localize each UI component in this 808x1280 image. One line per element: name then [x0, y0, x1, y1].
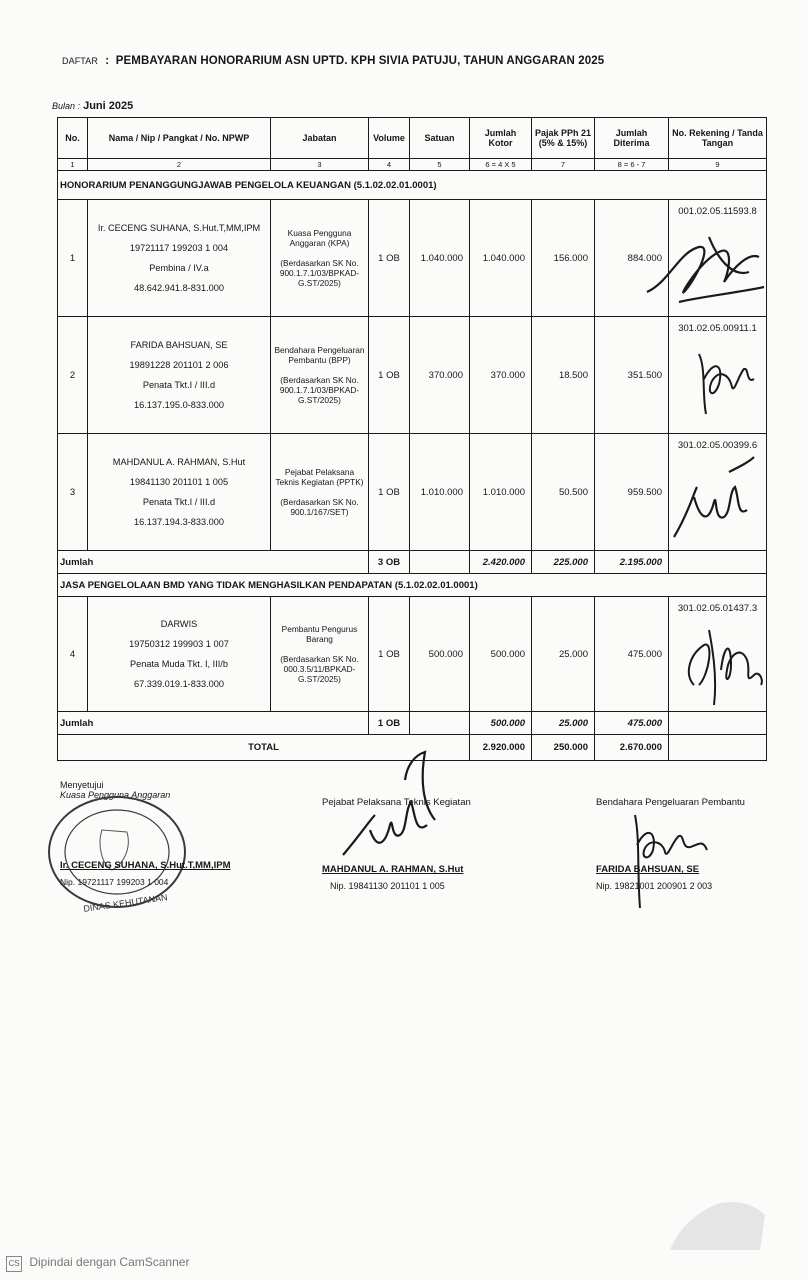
row-no: 3 [58, 434, 88, 551]
pajak: 18.500 [532, 317, 595, 434]
approver-nip: Nip. 19721117 199203 1 004 [60, 877, 169, 887]
sum-label: Jumlah [58, 551, 369, 574]
sk-reference: (Berdasarkan SK No. 900.1/167/SET) [280, 497, 359, 517]
total-pajak: 250.000 [532, 735, 595, 761]
approver-name [60, 860, 230, 871]
volume: 1 OB [369, 597, 410, 712]
employee-npwp: 67.339.019.1-833.000 [134, 678, 224, 689]
employee-pangkat: Pembina / IV.a [149, 262, 209, 273]
pptk-nip: Nip. 19841130 201101 1 005 [330, 881, 445, 891]
employee-npwp: 48.642.941.8-831.000 [134, 282, 224, 293]
camscanner-logo-icon: CS [6, 1256, 22, 1272]
satuan: 1.040.000 [410, 200, 470, 317]
section1-sum-row [58, 551, 767, 574]
jumlah-kotor: 500.000 [470, 597, 532, 712]
sum-kotor: 500.000 [470, 712, 532, 735]
employee-pangkat: Penata Tkt.I / III.d [142, 379, 216, 390]
header-rekening: No. Rekening / Tanda Tangan [669, 118, 767, 159]
sum-rekening [669, 551, 767, 574]
row-no: 2 [58, 317, 88, 434]
payment-table [57, 117, 767, 761]
official-stamp-icon [42, 790, 192, 915]
employee-info [88, 434, 271, 551]
pptk-name [322, 864, 463, 875]
table-row [58, 200, 767, 317]
scanner-watermark-icon [660, 1195, 770, 1255]
employee-name: FARIDA BAHSUAN, SE [130, 339, 228, 350]
employee-name: Ir. CECENG SUHANA, S.Hut.T,MM,IPM [97, 222, 261, 233]
jumlah-kotor: 1.040.000 [470, 200, 532, 317]
satuan: 1.010.000 [410, 434, 470, 551]
pajak: 156.000 [532, 200, 595, 317]
colnum: 7 [532, 159, 595, 171]
sum-satuan [410, 551, 470, 574]
rekening-cell [669, 434, 767, 551]
jumlah-diterima: 959.500 [595, 434, 669, 551]
total-rekening [669, 735, 767, 761]
sk-reference: (Berdasarkan SK No. 900.1.7.1/03/BPKAD-G.ST/2025) [279, 258, 360, 288]
bpp-title: Bendahara Pengeluaran Pembantu [596, 797, 745, 808]
title-colon: : [105, 55, 110, 67]
signature-icon [669, 615, 767, 715]
employee-name: MAHDANUL A. RAHMAN, S.Hut [112, 456, 246, 467]
employee-info [88, 317, 271, 434]
total-label: TOTAL [58, 735, 470, 761]
employee-nip: 19750312 199903 1 007 [129, 638, 229, 649]
rekening-cell [669, 597, 767, 712]
sum-rekening [669, 712, 767, 735]
satuan: 370.000 [410, 317, 470, 434]
pajak: 50.500 [532, 434, 595, 551]
header-row [58, 118, 767, 159]
colnum: 3 [271, 159, 369, 171]
section1-title-row [58, 171, 767, 200]
pajak: 25.000 [532, 597, 595, 712]
sum-kotor: 2.420.000 [470, 551, 532, 574]
scanner-text: Dipindai dengan CamScanner [29, 1255, 190, 1269]
header-no: No. [58, 118, 88, 159]
colnum: 4 [369, 159, 410, 171]
jumlah-diterima: 351.500 [595, 317, 669, 434]
sum-label: Jumlah [58, 712, 369, 735]
employee-name: DARWIS [160, 618, 198, 629]
employee-nip: 19721117 199203 1 004 [129, 242, 229, 253]
jabatan-cell [271, 597, 369, 712]
jumlah-kotor: 1.010.000 [470, 434, 532, 551]
employee-npwp: 16.137.194.3-833.000 [134, 516, 224, 527]
rekening-number: 301.02.05.01437.3 [677, 603, 758, 614]
approval-line2: Kuasa Pengguna Anggaran [60, 790, 171, 800]
jabatan-cell [271, 317, 369, 434]
sum-diterima: 2.195.000 [595, 551, 669, 574]
bpp-nip: Nip. 19821001 200901 2 003 [596, 881, 713, 891]
header-nama: Nama / Nip / Pangkat / No. NPWP [88, 118, 271, 159]
employee-pangkat: Penata Tkt.I / III.d [142, 496, 216, 507]
jabatan: Pejabat Pelaksana Teknis Kegiatan (PPTK) [275, 467, 364, 487]
title-prefix: DAFTAR [62, 56, 98, 66]
section2-title: JASA PENGELOLAAN BMD YANG TIDAK MENGHASILKAN PENDAPATAN (5.1.02.02.01.0001) [58, 574, 767, 597]
document-title [62, 55, 604, 67]
header-pajak: Pajak PPh 21 (5% & 15%) [532, 118, 595, 159]
header-satuan: Satuan [410, 118, 470, 159]
sum-satuan [410, 712, 470, 735]
month-value: Juni 2025 [83, 100, 134, 112]
rekening-cell [669, 200, 767, 317]
colnum: 9 [669, 159, 767, 171]
rekening-number: 001.02.05.11593.8 [678, 206, 757, 217]
header-kotor: Jumlah Kotor [470, 118, 532, 159]
jabatan: Pembantu Pengurus Barang [281, 624, 358, 644]
colnum: 2 [88, 159, 271, 171]
stamp-text: DINAS KEHUTANAN [82, 892, 169, 914]
total-diterima: 2.670.000 [595, 735, 669, 761]
row-no: 4 [58, 597, 88, 712]
approval-line1: Menyetujui [60, 780, 104, 790]
volume: 1 OB [369, 200, 410, 317]
bpp-name-text: FARIDA BAHSUAN, SE [596, 864, 700, 875]
sum-diterima: 475.000 [595, 712, 669, 735]
section2-title-row [58, 574, 767, 597]
total-kotor: 2.920.000 [470, 735, 532, 761]
row-no: 1 [58, 200, 88, 317]
signature-icon [684, 339, 764, 424]
scanner-footer [6, 1255, 189, 1272]
signature-icon [669, 452, 764, 542]
table-row [58, 434, 767, 551]
satuan: 500.000 [410, 597, 470, 712]
table-row [58, 597, 767, 712]
colnum: 6 = 4 X 5 [470, 159, 532, 171]
pptk-title: Pejabat Pelaksana Teknis Kegiatan [322, 797, 471, 808]
section2-sum-row [58, 712, 767, 735]
sk-reference: (Berdasarkan SK No. 000.3.5/11/BPKAD-G.ST/2025) [280, 654, 359, 684]
sum-volume: 3 OB [369, 551, 410, 574]
pptk-name-text: MAHDANUL A. RAHMAN, S.Hut [322, 864, 464, 875]
header-jabatan: Jabatan [271, 118, 369, 159]
employee-pangkat: Penata Muda Tkt. I, III/b [130, 658, 228, 669]
jabatan-cell [271, 200, 369, 317]
month-line [52, 100, 133, 112]
pptk-signature-icon [335, 750, 455, 860]
jumlah-diterima: 475.000 [595, 597, 669, 712]
column-number-row [58, 159, 767, 171]
bpp-signature-icon [615, 810, 725, 910]
volume: 1 OB [369, 317, 410, 434]
sk-reference: (Berdasarkan SK No. 900.1.7.1/03/BPKAD-G.ST/2025) [279, 375, 360, 405]
jabatan-cell [271, 434, 369, 551]
employee-info [88, 200, 271, 317]
section1-title: HONORARIUM PENANGGUNGJAWAB PENGELOLA KEUANGAN (5.1.02.02.01.0001) [58, 171, 767, 200]
month-label: Bulan : [52, 101, 81, 111]
jumlah-kotor: 370.000 [470, 317, 532, 434]
title-text: PEMBAYARAN HONORARIUM ASN UPTD. KPH SIVIA PATUJU, TAHUN ANGGARAN 2025 [115, 55, 605, 67]
volume: 1 OB [369, 434, 410, 551]
rekening-number: 301.02.05.00911.1 [678, 323, 757, 334]
sum-volume: 1 OB [369, 712, 410, 735]
employee-nip: 19841130 201101 1 005 [129, 476, 229, 487]
employee-nip: 19891228 201101 2 006 [129, 359, 229, 370]
jabatan: Bendahara Pengeluaran Pembantu (BPP) [274, 345, 365, 365]
employee-npwp: 16.137.195.0-833.000 [134, 399, 224, 410]
sum-pajak: 225.000 [532, 551, 595, 574]
rekening-cell [669, 317, 767, 434]
colnum: 5 [410, 159, 470, 171]
jabatan: Kuasa Pengguna Anggaran (KPA) [287, 228, 352, 248]
header-diterima: Jumlah Diterima [595, 118, 669, 159]
employee-info [88, 597, 271, 712]
sum-pajak: 25.000 [532, 712, 595, 735]
approver-name-text: Ir. CECENG SUHANA, S.Hut.T,MM,IPM [60, 860, 231, 871]
bpp-name [596, 864, 699, 875]
jumlah-diterima: 884.000 [595, 200, 669, 317]
colnum: 8 = 6 - 7 [595, 159, 669, 171]
colnum: 1 [58, 159, 88, 171]
header-volume: Volume [369, 118, 410, 159]
table-row [58, 317, 767, 434]
rekening-number: 301.02.05.00399.6 [677, 440, 758, 451]
